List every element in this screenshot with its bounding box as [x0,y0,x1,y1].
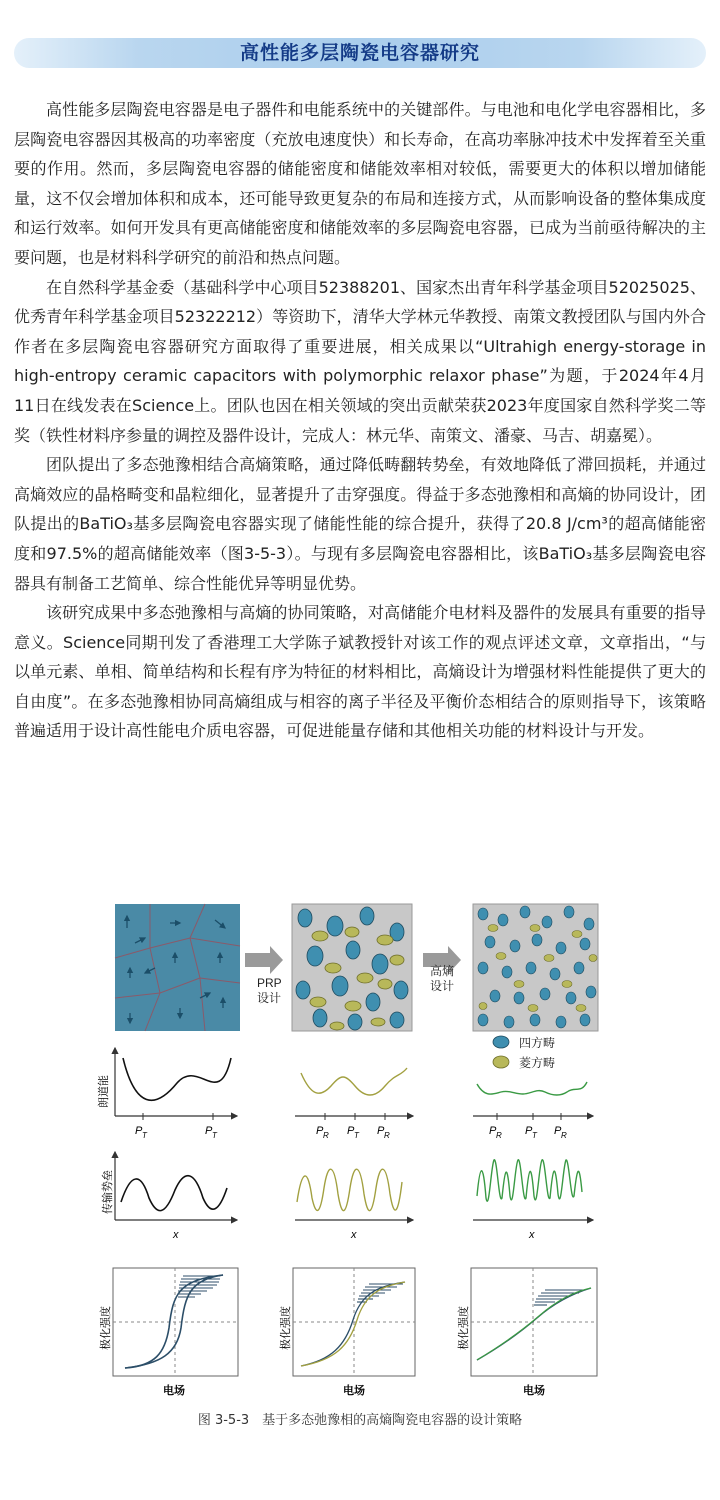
svg-text:x: x [529,1229,535,1241]
legend-rhombohedral: 菱方畴 [519,1056,556,1070]
svg-text:T: T [142,1131,147,1140]
page-title: 高性能多层陶瓷电容器研究 [239,42,480,64]
svg-text:x: x [351,1229,357,1241]
barrier-plot-2 [295,1169,413,1241]
arrow1-label-2: 设计 [257,991,282,1005]
hysteresis-plot-2 [293,1268,415,1376]
domain-panel-2 [292,904,412,1031]
svg-text:P: P [554,1125,562,1137]
barrier-plot-3 [473,1160,593,1241]
hyst-ylabel-2: 极化强度 [280,1306,292,1350]
barrier-ylabel: 传输势垒 [102,1170,114,1214]
figure-caption: 图 3-5-3 基于多态弛豫相的高熵陶瓷电容器的设计策略 [197,1413,523,1428]
svg-text:P: P [347,1125,355,1137]
energy-ylabel: 朗道能 [98,1075,110,1108]
paragraph-1: 高性能多层陶瓷电容器是电子器件和电能系统中的关键部件。与电池和电化学电容器相比，多层陶瓷电容器因其极高的功率密度（充放电速度快）和长寿命，在高功率脉冲技术中发挥着至关重要的作用。然而，多层陶瓷电容器的储能密度和储能效率相对较低，需要更大的体积以增加储能量，这不仅会增加体积和成本，还可能导致更复杂的布局和连接方式，从而影响设备的整体集成度和运行效率。如何开发具有更高储能密度和储能效率的多层陶瓷电容器，已成为当前亟待解决的主要问题，也是材料科学研究的前沿和热点问题。 [14,100,706,267]
svg-text:P: P [135,1125,143,1137]
efield-label-2: 电场 [343,1385,365,1397]
svg-text:T: T [212,1131,217,1140]
svg-text:P: P [205,1125,213,1137]
paragraph-4: 该研究成果中多态弛豫相与高熵的协同策略，对高储能介电材料及器件的发展具有重要的指导意义。Science同期刊发了香港理工大学陈子斌教授针对该工作的观点评述文章，文章指出，“与以单元素、单相、简单结构和长程有序为特征的材料相比，高熵设计为增强材料性能提供了更大的自由度”。在多态弛豫相协同高熵组成与相容的离子半径及平衡价态相结合的原则指导下，该策略普遍适用于设计高性能电介质电容器，可促进能量存储和其他相关功能的材料设计与开发。 [14,603,706,741]
svg-text:R: R [496,1131,502,1140]
svg-text:x: x [173,1229,179,1241]
hysteresis-plot-3 [471,1268,597,1376]
paragraph-2: 在自然科学基金委（基础科学中心项目52388201、国家杰出青年科学基金项目52025025、优秀青年科学基金项目52322212）等资助下，清华大学林元华教授、南策文教授团队与国内外合作者在多层陶瓷电容器研究方面取得了重要进展，相关成果以“Ultrahigh energy-storage in high-entropy ceramic capacitors with polymorphic relaxor phase”为题，于2024年4月11日在线发表在Science上。团队也因在相关领域的突出贡献荣获2023年度国家自然科学奖二等奖（铁性材料序参量的调控及器件设计，完成人：林元华、南策文、潘豪、马吉、胡嘉冕）。 [14,277,706,445]
arrow1-label-1: PRP [257,976,282,990]
paragraph-3: 团队提出了多态弛豫相结合高熵策略，通过降低畴翻转势垒，有效地降低了滞回损耗，并通过高熵效应的晶格畸变和晶粒细化，显著提升了击穿强度。得益于多态弛豫相和高熵的协同设计，团队提出的BaTiO₃基多层陶瓷电容器实现了储能性能的综合提升，获得了20.8 J/cm³的超高储能密度和97.5%的超高储能效率（图3-5-3）。与现有多层陶瓷电容器相比，该BaTiO₃基多层陶瓷电容器具有制备工艺简单、综合性能优异等明显优势。 [14,455,706,593]
energy-plot-3 [473,1082,593,1140]
barrier-plot-1 [115,1152,237,1241]
svg-text:P: P [489,1125,497,1137]
domain-panel-1 [115,904,240,1031]
svg-text:P: P [316,1125,324,1137]
figure-design-strategy [98,898,615,1418]
svg-text:T: T [532,1131,537,1140]
svg-text:P: P [377,1125,385,1137]
svg-text:R: R [323,1131,329,1140]
arrow2-label-1: 高熵 [430,964,455,978]
legend [493,1035,555,1070]
energy-plot-2 [295,1068,413,1140]
title-banner [14,38,706,68]
svg-text:P: P [525,1125,533,1137]
legend-tetragonal: 四方畴 [519,1036,556,1050]
svg-text:R: R [384,1131,390,1140]
domain-panel-3 [473,904,598,1031]
article-body [14,95,706,746]
efield-label-1: 电场 [163,1385,185,1397]
svg-text:R: R [561,1131,567,1140]
arrow2-label-2: 设计 [430,979,455,993]
hyst-ylabel-3: 极化强度 [458,1306,470,1350]
hysteresis-plot-1 [113,1268,238,1376]
svg-text:T: T [354,1131,359,1140]
energy-plot-1 [115,1048,237,1140]
efield-label-3: 电场 [523,1385,545,1397]
hyst-ylabel-1: 极化强度 [100,1306,112,1350]
arrow-right-icon [245,946,283,974]
